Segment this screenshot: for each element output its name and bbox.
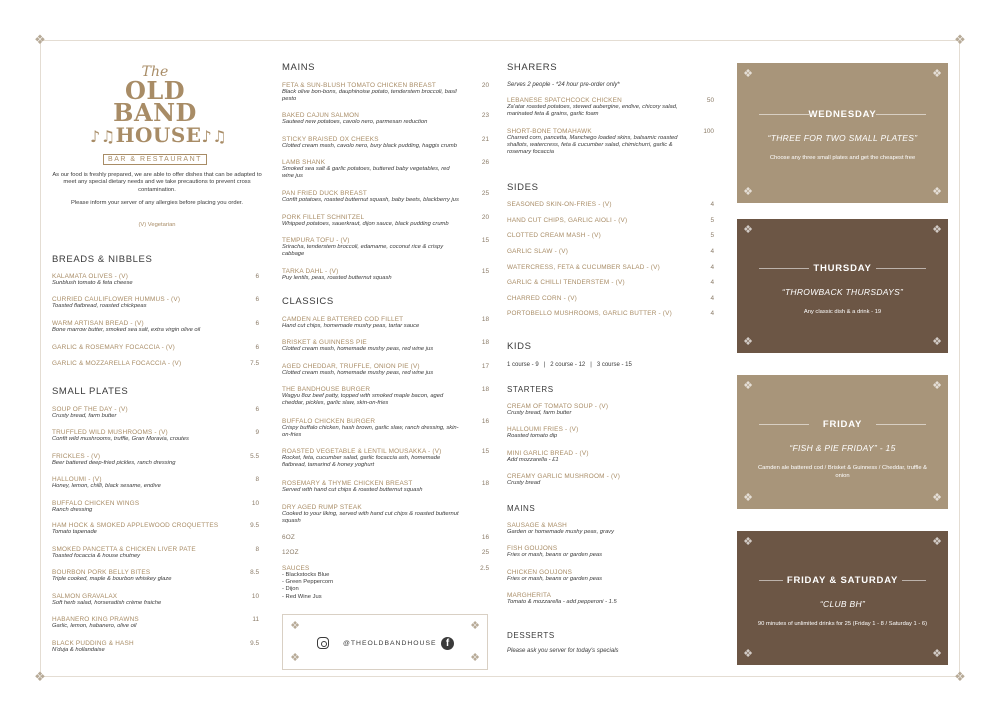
- menu-item-price: 20: [481, 82, 489, 89]
- menu-item-name: ROSEMARY & THYME CHICKEN BREAST: [282, 480, 413, 487]
- special-offer: “CLUB BH”: [819, 599, 866, 610]
- menu-item-price: 4: [710, 279, 714, 286]
- menu-item-name: KALAMATA OLIVES - (V): [52, 273, 129, 280]
- menu-item-price: 9: [255, 429, 259, 436]
- steak-price: 25: [481, 549, 489, 556]
- menu-item-name: SHORT-BONE TOMAHAWK: [507, 128, 592, 135]
- ornament-icon: ❖: [34, 32, 46, 47]
- menu-item-name: SEASONED SKIN-ON-FRIES - (V): [507, 201, 612, 208]
- menu-item: [507, 295, 714, 302]
- ornament-icon: ❖: [932, 336, 942, 348]
- steak-size: 12OZ: [282, 549, 299, 556]
- menu-item-desc: N'duja & hollandaise: [52, 647, 105, 653]
- menu-item: [282, 480, 489, 494]
- ornament-icon: ❖: [932, 380, 942, 392]
- menu-item-desc: Garlic, lemon, habanero, olive oil: [52, 623, 137, 629]
- steak-12oz: [282, 549, 489, 556]
- menu-item: [52, 500, 259, 514]
- special-offer: “THROWBACK THURSDAYS”: [781, 287, 904, 298]
- section-title-sharers: SHARERS: [507, 62, 558, 73]
- menu-item-price: 17: [481, 363, 489, 370]
- menu-item-desc: Add mozzarella - £1: [507, 457, 559, 463]
- menu-item-price: 9.5: [250, 522, 259, 529]
- ornament-icon: ❖: [954, 669, 966, 684]
- desserts-note: Please ask you server for today's specials: [507, 648, 619, 654]
- menu-item-name: HAM HOCK & SMOKED APPLEWOOD CROQUETTES: [52, 522, 219, 529]
- menu-item: [52, 569, 259, 583]
- menu-item-price: 18: [481, 316, 489, 323]
- menu-item-desc: Sriracha, tenderstem broccoli, edamame, coconut rice & crispy cabbage: [282, 244, 444, 258]
- menu-item-desc: Cooked to your liking, served with hand cut chips & roasted butternut squash: [282, 511, 459, 525]
- ornament-icon: ❖: [743, 492, 753, 504]
- ornament-icon: ❖: [743, 68, 753, 80]
- section-title-sides: SIDES: [507, 182, 539, 193]
- menu-item-price: 6: [255, 320, 259, 327]
- menu-item-desc: Triple cooked, maple & bourbon whiskey glaze: [52, 576, 172, 582]
- ornament-icon: ❖: [932, 492, 942, 504]
- music-notes-icon: ♪♫: [201, 127, 228, 146]
- menu-item: [282, 136, 489, 150]
- ornament-icon: ❖: [954, 32, 966, 47]
- ornament-icon: ❖: [470, 652, 480, 664]
- menu-item-name: DRY AGED RUMP STEAK: [282, 504, 362, 511]
- menu-item-price: 50: [706, 97, 714, 104]
- menu-item-desc: Ranch dressing: [52, 507, 93, 513]
- menu-item-name: BLACK PUDDING & HASH: [52, 640, 134, 647]
- menu-item: [52, 296, 259, 310]
- menu-item-name: GARLIC & ROSEMARY FOCACCIA - (V): [52, 344, 175, 351]
- ornament-icon: ❖: [743, 380, 753, 392]
- logo-the: The: [141, 64, 169, 80]
- menu-item: [507, 450, 714, 464]
- special-day: WEDNESDAY: [808, 109, 877, 121]
- menu-item-desc: Crusty bread, farm butter: [507, 410, 572, 416]
- special-desc: Camden ale battered cod / Brisket & Guinness / Cheddar, truffle & onion: [757, 465, 928, 479]
- menu-item-name: FETA & SUN-BLUSH TOMATO CHICKEN BREAST: [282, 82, 437, 89]
- menu-item: [507, 248, 714, 255]
- section-title-classics: CLASSICS: [282, 296, 334, 307]
- menu-item-name: GARLIC SLAW - (V): [507, 248, 569, 255]
- menu-item-desc: Clotted cream mash, homemade mushy peas, red wine jus: [282, 346, 434, 352]
- menu-item-name: CURRIED CAULIFLOWER HUMMUS - (V): [52, 296, 181, 303]
- menu-item-desc: Tomato & mozzarella - add pepperoni - 1.5: [507, 599, 617, 605]
- menu-item-price: 5.5: [250, 453, 259, 460]
- menu-item-name: BAKED CAJUN SALMON: [282, 112, 360, 119]
- menu-item: [282, 190, 489, 204]
- ornament-icon: ❖: [743, 186, 753, 198]
- ornament-icon: ❖: [932, 536, 942, 548]
- veg-key: (V) Vegetarian: [138, 221, 176, 228]
- section-title-kids-starters: STARTERS: [507, 385, 554, 394]
- special-offer: “FISH & PIE FRIDAY” - 15: [789, 443, 896, 454]
- menu-item-price: 16: [481, 418, 489, 425]
- menu-item: [507, 426, 714, 440]
- menu-item-desc: Tomato tapenade: [52, 529, 97, 535]
- menu-item: [282, 418, 489, 439]
- menu-item: [282, 316, 489, 330]
- menu-item-price: 4: [710, 264, 714, 271]
- menu-item-desc: Garden or homemade mushy peas, gravy: [507, 529, 614, 535]
- menu-item-desc: Sauteed new potatoes, cavolo nero, parmesan reduction: [282, 119, 428, 125]
- sauces: [282, 565, 489, 601]
- menu-item: [52, 273, 259, 287]
- menu-item-name: GARLIC & CHILLI TENDERSTEM - (V): [507, 279, 625, 286]
- menu-item-price: 21: [481, 136, 489, 143]
- menu-item-price: 20: [481, 214, 489, 221]
- menu-item-price: 18: [481, 339, 489, 346]
- menu-item: [282, 339, 489, 353]
- menu-item-desc: Smoked sea salt & garlic potatoes, buttered baby vegetables, red wine jus: [282, 166, 450, 180]
- menu-item-price: 18: [481, 480, 489, 487]
- menu-item-name: HALLOUMI FRIES - (V): [507, 426, 579, 433]
- menu-item-price: 7.5: [250, 360, 259, 367]
- logo-house: [90, 123, 228, 148]
- special-day: THURSDAY: [813, 263, 872, 275]
- menu-item: [507, 128, 714, 157]
- menu-item-price: 100: [703, 128, 714, 135]
- music-notes-icon: ♪♫: [90, 127, 116, 146]
- menu-item: [52, 429, 259, 443]
- special-panel: [737, 531, 948, 665]
- logo-subtitle: BAR & RESTAURANT: [103, 154, 207, 165]
- menu-item: [507, 569, 714, 583]
- menu-item-name: BUFFALO CHICKEN BURGER: [282, 418, 376, 425]
- menu-item-price: 15: [481, 237, 489, 244]
- ornament-icon: ❖: [290, 620, 300, 632]
- menu-item: [282, 504, 489, 525]
- allergy-note: Please inform your server of any allergies before placing you order.: [70, 200, 244, 207]
- menu-item-name: TEMPURA TOFU - (V): [282, 237, 350, 244]
- menu-item-name: HAND CUT CHIPS, GARLIC AIOLI - (V): [507, 217, 628, 224]
- menu-item-price: 10: [251, 593, 259, 600]
- menu-item-price: 8.5: [250, 569, 259, 576]
- menu-item: [52, 616, 259, 630]
- menu-item: [507, 403, 714, 417]
- menu-item-price: 6: [255, 296, 259, 303]
- special-offer: “THREE FOR TWO SMALL PLATES”: [767, 133, 918, 144]
- special-panel: [737, 219, 948, 353]
- menu-item-name: LEBANESE SPATCHCOCK CHICKEN: [507, 97, 622, 104]
- ornament-icon: ❖: [932, 648, 942, 660]
- kids-courses: 1 course - 9 | 2 course - 12 | 3 course - 15: [507, 362, 632, 368]
- menu-item-price: 10: [251, 500, 259, 507]
- section-title-desserts: DESSERTS: [507, 631, 555, 640]
- menu-item-price: 15: [481, 448, 489, 455]
- menu-item-desc: Crusty bread: [507, 480, 541, 486]
- menu-item-desc: Roasted tomato dip: [507, 433, 558, 439]
- menu-item: [282, 112, 489, 126]
- menu-item-desc: Crusty bread, farm butter: [52, 413, 117, 419]
- menu-item-name: MARGHERITA: [507, 592, 552, 599]
- menu-item-desc: Toasted flatbread, roasted chickpeas: [52, 303, 147, 309]
- menu-item-name: THE BANDHOUSE BURGER: [282, 386, 371, 393]
- menu-item-price: 25: [481, 190, 489, 197]
- menu-item-desc: Crispy buffalo chicken, hash brown, garlic slaw, ranch dressing, skin-on-fries: [282, 425, 459, 439]
- menu-item-name: PORK FILLET SCHNITZEL: [282, 214, 365, 221]
- menu-item-name: BRISKET & GUINNESS PIE: [282, 339, 367, 346]
- menu-item-name: MINI GARLIC BREAD - (V): [507, 450, 589, 457]
- menu-item-desc: Puy lentils, peas, roasted butternut squash: [282, 275, 392, 281]
- special-panel: [737, 63, 948, 203]
- special-desc: 90 minutes of unlimited drinks for 25 (Friday 1 - 8 / Saturday 1 - 6): [757, 621, 928, 628]
- facebook-icon[interactable]: f: [441, 637, 454, 650]
- section-title-breads: BREADS & NIBBLES: [52, 254, 153, 265]
- menu-item-name: SALMON GRAVALAX: [52, 593, 118, 600]
- sauce-option: - Dijon: [282, 586, 299, 593]
- menu-item: [52, 453, 259, 467]
- menu-item-desc: Za'atar roasted potatoes, stewed aubergine, endive, chicory salad, marinated feta & grains, garlic foam: [507, 104, 678, 118]
- menu-item-price: 26: [481, 159, 489, 166]
- menu-item-desc: Black olive bon-bons, dauphinoise potato, tenderstem broccoli, basil pesto: [282, 89, 457, 103]
- menu-item: [507, 232, 714, 239]
- special-panel: [737, 375, 948, 509]
- menu-item-name: GARLIC & MOZZARELLA FOCACCIA - (V): [52, 360, 182, 367]
- menu-item-name: BOURBON PORK BELLY BITES: [52, 569, 151, 576]
- menu-item-name: STICKY BRAISED OX CHEEKS: [282, 136, 379, 143]
- menu-item-desc: Fries or mash, beans or garden peas: [507, 576, 603, 582]
- menu-item-price: 6: [255, 344, 259, 351]
- menu-item-desc: Clotted cream mash, cavolo nero, bury black pudding, haggis crumb: [282, 143, 457, 149]
- menu-item: [52, 546, 259, 560]
- menu-item: [52, 593, 259, 607]
- menu-item-name: CREAM OF TOMATO SOUP - (V): [507, 403, 609, 410]
- menu-item: [282, 82, 489, 103]
- menu-item-name: SAUSAGE & MASH: [507, 522, 567, 529]
- menu-item: [507, 279, 714, 286]
- menu-item-price: 8: [255, 476, 259, 483]
- menu-item-desc: Honey, lemon, chilli, black sesame, endive: [52, 483, 161, 489]
- sauces-label: SAUCES: [282, 565, 310, 572]
- menu-item-desc: Charred corn, pancetta, Manchego loaded skins, balsamic roasted shallots, watercress, feta & cucumber salad, chimichurri, garlic & rosemary focaccia: [507, 135, 678, 156]
- menu-item-desc: Fries or mash, beans or garden peas: [507, 552, 603, 558]
- menu-item-price: 6: [255, 273, 259, 280]
- menu-item-name: BUFFALO CHICKEN WINGS: [52, 500, 140, 507]
- allergy-intro: [52, 172, 262, 229]
- menu-item-name: HABANERO KING PRAWNS: [52, 616, 139, 623]
- ornament-icon: ❖: [743, 536, 753, 548]
- menu-item-name: TRUFFLED WILD MUSHROOMS - (V): [52, 429, 168, 436]
- menu-item: [282, 363, 489, 377]
- menu-item-name: FRICKLES - (V): [52, 453, 101, 460]
- menu-item-desc: Bone marrow butter, smoked sea salt, extra virgin olive oil: [52, 327, 201, 333]
- menu-item: [507, 522, 714, 536]
- menu-item: [507, 201, 714, 208]
- menu-item-name: SMOKED PANCETTA & CHICKEN LIVER PATE: [52, 546, 196, 553]
- menu-item: [282, 268, 489, 282]
- ornament-icon: ❖: [290, 652, 300, 664]
- menu-item-name: AGED CHEDDAR, TRUFFLE, ONION PIE (V): [282, 363, 420, 370]
- menu-item-name: FISH GOUJONS: [507, 545, 558, 552]
- ornament-icon: ❖: [743, 224, 753, 236]
- logo-old-band: OLD BAND: [113, 76, 197, 127]
- menu-item-name: SOUP OF THE DAY - (V): [52, 406, 128, 413]
- menu-item: [52, 360, 259, 367]
- menu-item-desc: Rocket, feta, cucumber salad, garlic focaccia ash, homemade flatbread, tamarind & honey yoghurt: [282, 455, 441, 469]
- special-day: FRIDAY & SATURDAY: [786, 575, 899, 587]
- menu-item-price: 4: [710, 310, 714, 317]
- menu-item-price: 6: [255, 406, 259, 413]
- social-handle[interactable]: @THEOLDBANDHOUSE: [343, 640, 437, 647]
- menu-item-desc: Clotted cream mash, homemade mushy peas, red wine jus: [282, 370, 434, 376]
- menu-item-price: 23: [481, 112, 489, 119]
- special-day: FRIDAY: [822, 419, 863, 431]
- menu-item: [282, 159, 489, 180]
- instagram-icon[interactable]: [317, 637, 329, 649]
- menu-item-desc: Sunblush tomato & feta cheese: [52, 280, 133, 286]
- ornament-icon: ❖: [932, 186, 942, 198]
- menu-item-name: ROASTED VEGETABLE & LENTIL MOUSAKKA - (V): [282, 448, 442, 455]
- sauces-price: 2.5: [480, 565, 489, 572]
- menu-item: [282, 386, 489, 407]
- special-desc: Any classic dish & a drink - 19: [803, 309, 882, 316]
- section-title-small-plates: SMALL PLATES: [52, 386, 129, 397]
- menu-item: [507, 592, 714, 606]
- menu-item-desc: Beer battered deep-fried pickles, ranch dressing: [52, 460, 176, 466]
- menu-item: [52, 406, 259, 420]
- menu-item-name: PAN FRIED DUCK BREAST: [282, 190, 368, 197]
- steak-price: 16: [481, 534, 489, 541]
- menu-item-name: HALLOUMI - (V): [52, 476, 102, 483]
- menu-item-price: 8: [255, 546, 259, 553]
- menu-item: [507, 264, 714, 271]
- menu-item-name: CREAMY GARLIC MUSHROOM - (V): [507, 473, 621, 480]
- menu-item-price: 5: [710, 232, 714, 239]
- menu-item: [507, 217, 714, 224]
- menu-item-desc: Confit potatoes, roasted butternut squash, baby beets, blackberry jus: [282, 197, 459, 203]
- menu-item: [282, 214, 489, 228]
- menu-item-desc: Served with hand cut chips & roasted butternut squash: [282, 487, 423, 493]
- menu-item: [507, 310, 714, 317]
- ornament-icon: ❖: [743, 648, 753, 660]
- menu-item-desc: Soft herb salad, horseradish crème fraiche: [52, 600, 162, 606]
- section-title-kids: KIDS: [507, 341, 532, 352]
- section-title-kids-mains: MAINS: [507, 504, 536, 513]
- ornament-icon: ❖: [34, 669, 46, 684]
- steak-6oz: [282, 534, 489, 541]
- ornament-icon: ❖: [932, 224, 942, 236]
- menu-item-desc: Toasted focaccia & house chutney: [52, 553, 141, 559]
- menu-item: [52, 640, 259, 654]
- sauce-option: - Red Wine Jus: [282, 593, 322, 600]
- menu-item: [507, 97, 714, 118]
- menu-item-price: 15: [481, 268, 489, 275]
- logo-house-text: HOUSE: [115, 123, 202, 147]
- menu-item-name: CAMDEN ALE BATTERED COD FILLET: [282, 316, 404, 323]
- menu-item-price: 4: [710, 201, 714, 208]
- menu-item-name: WATERCRESS, FETA & CUCUMBER SALAD - (V): [507, 264, 660, 271]
- menu-item-desc: Wagyu 8oz beef patty, topped with smoked maple bacon, aged cheddar, pickles, garlic slaw, skin-on-fries: [282, 393, 444, 407]
- social-box: [282, 614, 488, 670]
- sauce-option: - Blackstocks Blue: [282, 572, 330, 578]
- menu-item-name: CHARRED CORN - (V): [507, 295, 577, 302]
- menu-item: [52, 344, 259, 351]
- menu-item-price: 5: [710, 217, 714, 224]
- sharers-note: Serves 2 people - *24 hour pre-order only*: [507, 82, 620, 88]
- menu-item: [282, 448, 489, 469]
- section-title-mains: MAINS: [282, 62, 316, 73]
- menu-item-price: 11: [252, 616, 259, 623]
- menu-item-price: 4: [710, 295, 714, 302]
- menu-item-desc: Confit wild mushrooms, truffle, Gran Moravia, croutes: [52, 436, 189, 442]
- menu-item-price: 9.5: [250, 640, 259, 647]
- menu-item-name: TARKA DAHL - (V): [282, 268, 339, 275]
- menu-item-name: WARM ARTISAN BREAD - (V): [52, 320, 144, 327]
- menu-item: [282, 237, 489, 258]
- menu-item-name: CLOTTED CREAM MASH - (V): [507, 232, 601, 239]
- logo: [90, 64, 228, 166]
- menu-item: [507, 545, 714, 559]
- menu-item: [52, 522, 259, 536]
- menu-item-name: PORTOBELLO MUSHROOMS, GARLIC BUTTER - (V): [507, 310, 672, 317]
- intro-text: As our food is freshly prepared, we are able to offer dishes that can be adapted to meet any special dietary needs and we take precautions to prevent cross contamination.: [52, 172, 262, 193]
- ornament-icon: ❖: [743, 336, 753, 348]
- menu-item-name: CHICKEN GOUJONS: [507, 569, 573, 576]
- menu-item: [52, 476, 259, 490]
- steak-size: 6OZ: [282, 534, 296, 541]
- ornament-icon: ❖: [470, 620, 480, 632]
- menu-item: [507, 473, 714, 487]
- menu-item-price: 4: [710, 248, 714, 255]
- ornament-icon: ❖: [932, 68, 942, 80]
- menu-item: [52, 320, 259, 334]
- menu-item-desc: Hand cut chips, homemade mushy peas, tartar sauce: [282, 323, 420, 329]
- menu-item-price: 18: [481, 386, 489, 393]
- sauce-option: - Green Peppercorn: [282, 579, 334, 586]
- menu-item-name: LAMB SHANK: [282, 159, 326, 166]
- special-desc: Choose any three small plates and get the cheapest free: [769, 155, 916, 162]
- menu-item-desc: Whipped potatoes, sauerkraut, dijon sauce, black pudding crumb: [282, 221, 449, 227]
